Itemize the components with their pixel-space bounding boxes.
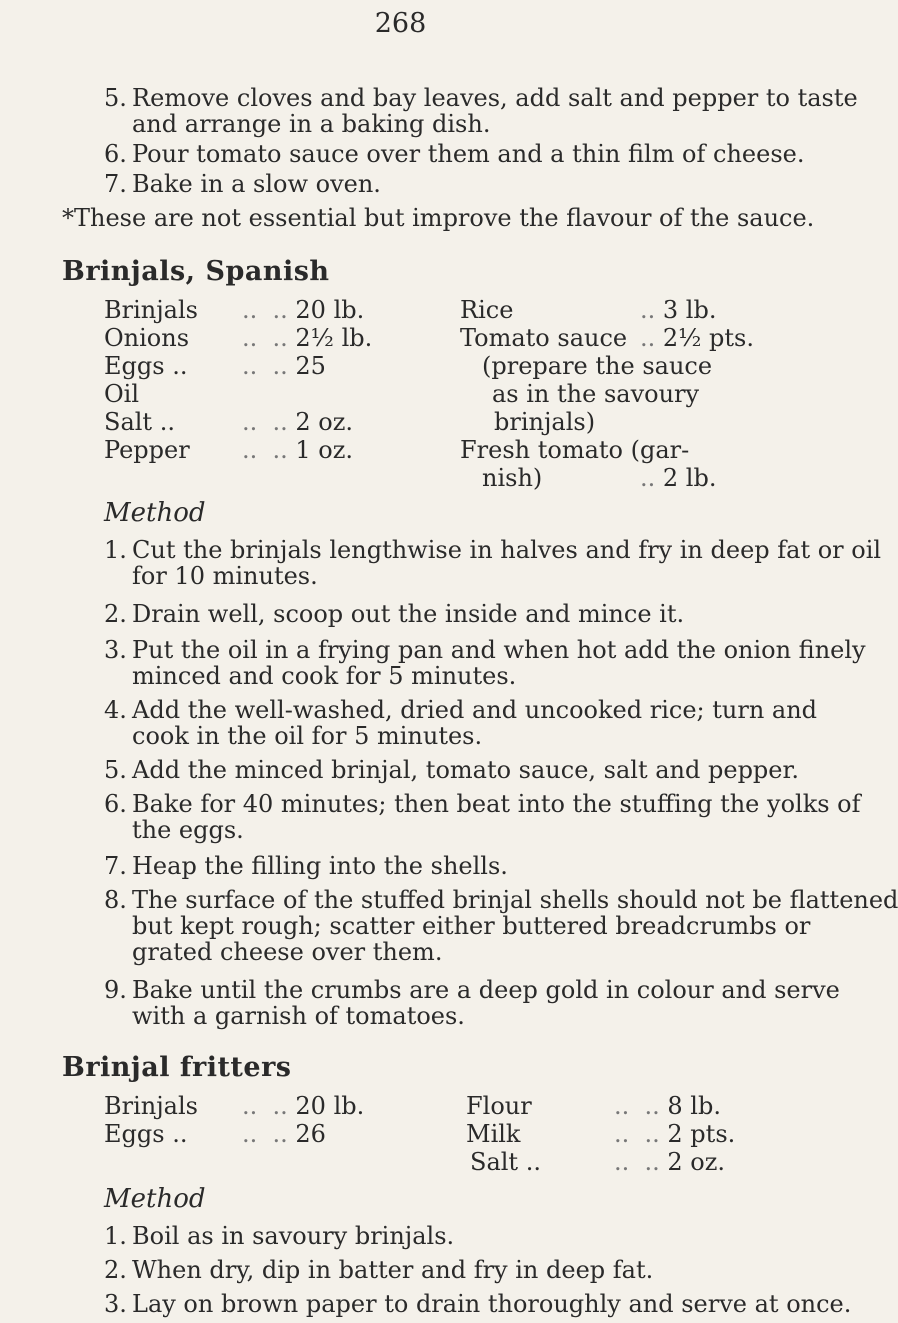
qty-value: 26 bbox=[295, 1120, 326, 1148]
ingredient-name: Fresh tomato (gar- bbox=[460, 436, 690, 464]
step-line: with a garnish of tomatoes. bbox=[132, 1002, 465, 1030]
qty-value: 3 lb. bbox=[662, 296, 717, 324]
qty-value: 8 lb. bbox=[667, 1092, 721, 1120]
ingredient-qty: .. .. 2 oz. bbox=[614, 1148, 726, 1176]
step-line: Cut the brinjals lengthwise in halves and fry in deep fat or oil bbox=[132, 536, 882, 564]
step-line: the eggs. bbox=[132, 816, 244, 844]
ingredient-name: Pepper bbox=[104, 436, 190, 464]
ingredient-note: (prepare the sauce bbox=[482, 352, 713, 380]
ingredient-name: Eggs .. bbox=[104, 352, 188, 380]
ingredient-qty: .. 2½ pts. bbox=[640, 324, 755, 352]
recipe-title-text: Brinjal fritters bbox=[62, 1052, 292, 1083]
ingredient-qty: .. .. 26 bbox=[242, 1120, 326, 1148]
step-line: Bake for 40 minutes; then beat into the stuffing the yolks of bbox=[132, 790, 861, 818]
step-number: 7. bbox=[104, 852, 127, 880]
qty-value: 2½ lb. bbox=[295, 324, 373, 352]
qty-value: 25 bbox=[295, 352, 326, 380]
step-line: Lay on brown paper to drain thoroughly and serve at once. bbox=[132, 1290, 852, 1318]
ingredient-name: Flour bbox=[466, 1092, 532, 1120]
step-line: cook in the oil for 5 minutes. bbox=[132, 722, 483, 750]
step-line: Heap the filling into the shells. bbox=[132, 852, 508, 880]
step-line: minced and cook for 5 minutes. bbox=[132, 662, 517, 690]
qty-value: 20 lb. bbox=[295, 296, 365, 324]
step-number: 3. bbox=[104, 1290, 127, 1318]
ingredient-note: brinjals) bbox=[494, 408, 596, 436]
ingredient-name: Tomato sauce bbox=[460, 324, 628, 352]
ingredient-qty: .. .. 1 oz. bbox=[242, 436, 354, 464]
step-line: Drain well, scoop out the inside and mince it. bbox=[132, 600, 685, 628]
ingredient-name: Onions bbox=[104, 324, 190, 352]
step-number: 5. bbox=[104, 84, 127, 112]
step-line: for 10 minutes. bbox=[132, 562, 318, 590]
qty-value: 2½ pts. bbox=[662, 324, 755, 352]
ingredient-qty: .. 3 lb. bbox=[640, 296, 717, 324]
step-line: grated cheese over them. bbox=[132, 938, 443, 966]
step-line: Pour tomato sauce over them and a thin film of cheese. bbox=[132, 140, 805, 168]
ingredient-qty: .. .. 20 lb. bbox=[242, 296, 365, 324]
step-line: Boil as in savoury brinjals. bbox=[132, 1222, 455, 1250]
step-line: Bake until the crumbs are a deep gold in colour and serve bbox=[132, 976, 840, 1004]
ingredient-qty: .. 2 lb. bbox=[640, 464, 717, 492]
step-line: The surface of the stuffed brinjal shells should not be flattened bbox=[132, 886, 898, 914]
step-line: Put the oil in a frying pan and when hot add the onion finely bbox=[132, 636, 866, 664]
step-number: 1. bbox=[104, 536, 127, 564]
ingredient-qty: .. .. 2 pts. bbox=[614, 1120, 736, 1148]
page-number: 268 bbox=[374, 8, 427, 39]
ingredient-qty: .. .. 2 oz. bbox=[242, 408, 354, 436]
step-number: 6. bbox=[104, 790, 127, 818]
step-line: Add the well-washed, dried and uncooked rice; turn and bbox=[132, 696, 818, 724]
step-line: but kept rough; scatter either buttered breadcrumbs or bbox=[132, 912, 811, 940]
ingredient-qty: .. .. 2½ lb. bbox=[242, 324, 373, 352]
ingredient-name: Eggs .. bbox=[104, 1120, 188, 1148]
recipe-title bbox=[62, 1052, 292, 1083]
step-number: 4. bbox=[104, 696, 127, 724]
ingredient-qty: .. .. 8 lb. bbox=[614, 1092, 721, 1120]
step-number: 1. bbox=[104, 1222, 127, 1250]
method-label: Method bbox=[104, 1184, 206, 1214]
step-number: 2. bbox=[104, 1256, 127, 1284]
ingredient-name: Oil bbox=[104, 380, 140, 408]
step-number: 2. bbox=[104, 600, 127, 628]
method-label: Method bbox=[104, 498, 206, 528]
step-line: Remove cloves and bay leaves, add salt and pepper to taste bbox=[132, 84, 858, 112]
step-number: 5. bbox=[104, 756, 127, 784]
step-number: 9. bbox=[104, 976, 127, 1004]
step-number: 8. bbox=[104, 886, 127, 914]
ingredient-name: Milk bbox=[466, 1120, 521, 1148]
step-line: Bake in a slow oven. bbox=[132, 170, 381, 198]
qty-value: 2 oz. bbox=[295, 408, 354, 436]
ingredient-name: Salt .. bbox=[104, 408, 175, 436]
qty-value: 20 lb. bbox=[295, 1092, 365, 1120]
ingredient-qty: .. .. 25 bbox=[242, 352, 326, 380]
step-line: and arrange in a baking dish. bbox=[132, 110, 491, 138]
step-number: 3. bbox=[104, 636, 127, 664]
ingredient-name: Brinjals bbox=[104, 1092, 198, 1120]
qty-value: 1 oz. bbox=[295, 436, 354, 464]
ingredient-note: nish) bbox=[482, 464, 543, 492]
recipe-title: Brinjals, Spanish bbox=[62, 256, 330, 287]
ingredient-note: as in the savoury bbox=[492, 380, 700, 408]
ingredient-name: Salt .. bbox=[470, 1148, 541, 1176]
qty-value: 2 pts. bbox=[667, 1120, 736, 1148]
footnote: *These are not essential but improve the flavour of the sauce. bbox=[62, 204, 815, 232]
step-number: 6. bbox=[104, 140, 127, 168]
step-line: Add the minced brinjal, tomato sauce, salt and pepper. bbox=[132, 756, 799, 784]
step-line: When dry, dip in batter and fry in deep fat. bbox=[132, 1256, 654, 1284]
step-number: 7. bbox=[104, 170, 127, 198]
ingredient-qty: .. .. 20 lb. bbox=[242, 1092, 365, 1120]
qty-value: 2 lb. bbox=[662, 464, 717, 492]
ingredient-name: Rice bbox=[460, 296, 514, 324]
ingredient-name: Brinjals bbox=[104, 296, 198, 324]
qty-value: 2 oz. bbox=[667, 1148, 726, 1176]
